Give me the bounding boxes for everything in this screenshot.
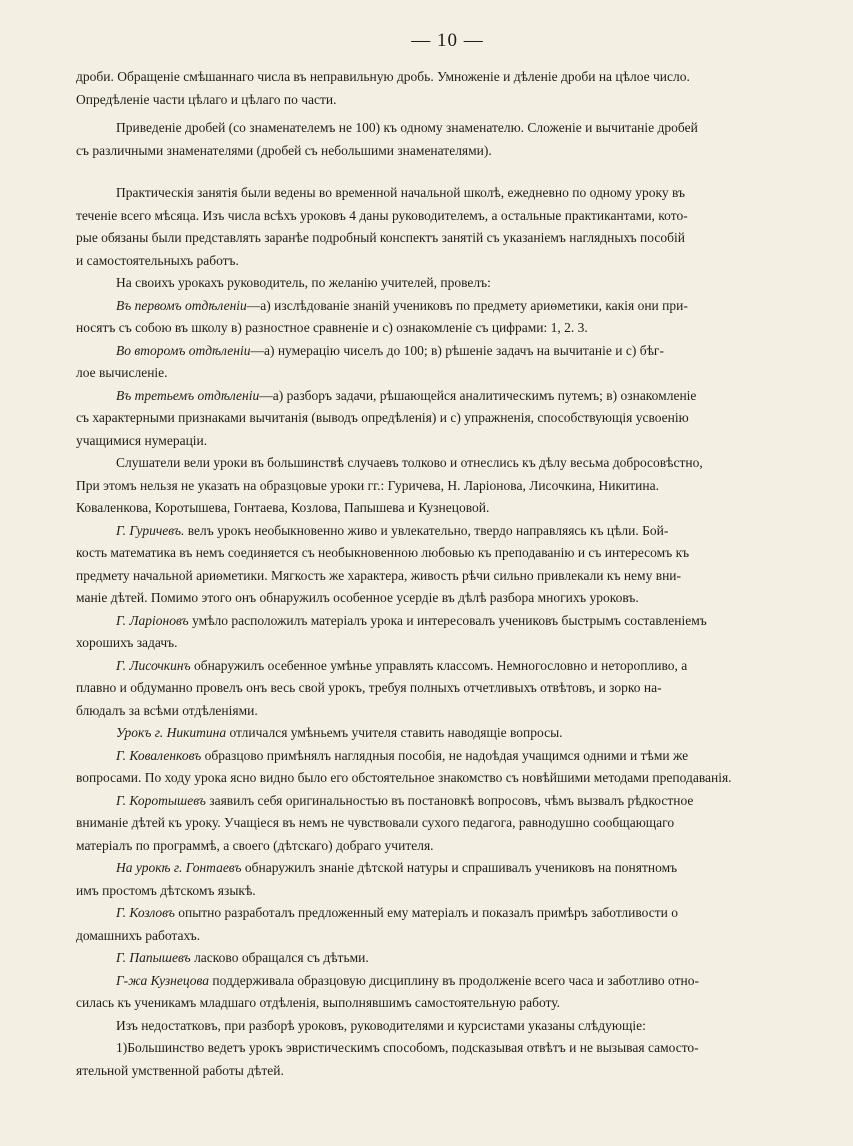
line-text: обнаружилъ осебенное умѣнье управлять классомъ. Немногословно и неторопливо, а xyxy=(190,657,688,673)
italic-lead: На урокѣ г. Гонтаевъ xyxy=(116,860,242,875)
text-line xyxy=(76,970,819,993)
text-line xyxy=(76,272,819,295)
line-text: Коваленкова, Коротышева, Гонтаева, Козлова, Папышева и Кузнецовой. xyxy=(76,500,490,515)
line-text: рые обязаны были представлять заранѣе подробный конспектъ занятій съ указаніемъ наглядныхъ пособій xyxy=(76,230,685,245)
line-text: ятельной умственной работы дѣтей. xyxy=(76,1062,284,1078)
text-line xyxy=(76,295,819,318)
text-line xyxy=(76,182,819,205)
text-line xyxy=(76,1037,819,1060)
line-text: съ различными знаменателями (дробей съ небольшими знаменателями). xyxy=(76,142,492,158)
text-line xyxy=(76,1015,819,1038)
text-line xyxy=(76,140,819,163)
line-text: Практическія занятія были ведены во временной начальной школѣ, ежедневно по одному уроку въ xyxy=(116,185,685,200)
italic-lead: Г. Коротышевъ xyxy=(116,792,206,808)
italic-lead: Г. Гуричевъ. xyxy=(116,522,185,538)
line-text: Изъ недостатковъ, при разборѣ уроковъ, руководителями и курсистами указаны слѣдующіе: xyxy=(116,1017,646,1033)
line-text: умѣло расположилъ матеріалъ урока и интересовалъ учениковъ быстрымъ составленіемъ xyxy=(188,612,707,628)
line-text: имъ простомъ дѣтскомъ языкѣ. xyxy=(76,882,256,898)
text-line xyxy=(76,857,819,880)
text-line xyxy=(76,89,819,112)
line-text: При этомъ нельзя не указать на образцовые уроки гг.: Гуричева, Н. Ларіонова, Лисочкина, Никитина. xyxy=(76,477,659,493)
line-text: велъ урокъ необыкновенно живо и увлекательно, твердо направляясь къ цѣли. Бой- xyxy=(184,522,669,538)
text-line xyxy=(76,205,819,228)
italic-lead: Г. Козловъ xyxy=(116,905,175,920)
text-line xyxy=(76,587,819,610)
line-text: домашнихъ работахъ. xyxy=(76,927,201,943)
text-line xyxy=(76,745,819,768)
italic-lead: Во второмъ отдѣленіи xyxy=(116,342,251,358)
text-line xyxy=(76,520,819,543)
line-text: Опредѣленіе части цѣлаго и цѣлаго по части. xyxy=(76,91,337,107)
line-text: дроби. Обращеніе смѣшаннаго числа въ неправильную дробь. Умноженіе и дѣленіе дроби на цѣлое число. xyxy=(76,69,690,84)
line-text: маніе дѣтей. Помимо этого онъ обнаружилъ особенное усердіе въ дѣлѣ разбора многихъ уроковъ. xyxy=(76,590,639,605)
line-text: 1)Большинство ведетъ урокъ эвристическимъ способомъ, подсказывая отвѣтъ и не вызывая самосто- xyxy=(116,1040,699,1055)
text-line xyxy=(76,250,819,273)
line-text: плавно и обдуманно провелъ онъ весь свой урокъ, требуя полныхъ отчетливыхъ отвѣтовъ, и зорко на- xyxy=(76,680,662,695)
text-line xyxy=(76,700,819,723)
line-text: опытно разработалъ предложенный ему матеріалъ и показалъ примѣръ заботливости о xyxy=(174,905,679,920)
text-line xyxy=(76,722,819,745)
text-line xyxy=(76,947,819,970)
text-line xyxy=(76,430,819,453)
line-text: поддерживала образцовую дисциплину въ продолженіе всего часа и заботливо отно- xyxy=(209,972,699,988)
text-line xyxy=(76,385,819,408)
text-line xyxy=(76,452,819,475)
text-line xyxy=(76,66,819,89)
line-text: На своихъ урокахъ руководитель, по желанію учителей, провелъ: xyxy=(116,275,491,290)
line-text: —а) разборъ задачи, рѣшающейся аналитическимъ путемъ; в) ознакомленіе xyxy=(259,387,697,403)
text-line xyxy=(76,610,819,633)
italic-lead: Г. Папышевъ xyxy=(116,950,191,965)
text-line xyxy=(76,542,819,565)
text-line xyxy=(76,117,819,140)
text-line xyxy=(76,992,819,1015)
text-line xyxy=(76,790,819,813)
line-text: образцово примѣнялъ наглядныя пособія, не надоѣдая учащимся одними и тѣми же xyxy=(201,747,689,763)
document-body xyxy=(76,66,819,1082)
line-text: теченіе всего мѣсяца. Изъ числа всѣхъ уроковъ 4 даны руководителемъ, а остальные практикантами, кото- xyxy=(76,207,688,223)
text-line xyxy=(76,902,819,925)
line-text: —а) нумерацію чиселъ до 100; в) рѣшеніе задачъ на вычитаніе и с) бѣг- xyxy=(250,342,664,358)
line-text: съ характерными признаками вычитанія (выводъ опредѣленія) и с) упражненія, способствующія усвоенію xyxy=(76,410,689,425)
text-line xyxy=(76,632,819,655)
italic-lead: Г-жа Кузнецова xyxy=(116,972,210,988)
text-line xyxy=(76,655,819,678)
text-line xyxy=(76,880,819,903)
text-line xyxy=(76,925,819,948)
text-line xyxy=(76,317,819,340)
text-line xyxy=(76,340,819,363)
line-text: учащимися нумераціи. xyxy=(76,432,208,448)
text-line xyxy=(76,1060,819,1083)
line-text: блюдалъ за всѣми отдѣленіями. xyxy=(76,702,258,718)
line-text: Приведеніе дробей (со знаменателемъ не 100) къ одному знаменателю. Сложеніе и вычитаніе дробей xyxy=(116,120,698,135)
line-text: отличался умѣньемъ учителя ставить наводящіе вопросы. xyxy=(226,725,563,740)
line-text: —а) изслѣдованіе знаній учениковъ по предмету ариѳметики, какія они при- xyxy=(246,297,688,313)
text-line xyxy=(76,835,819,858)
text-line xyxy=(76,767,819,790)
text-line xyxy=(76,812,819,835)
line-text: носятъ съ собою въ школу в) разностное сравненіе и с) ознакомленіе съ цифрами: 1, 2. 3. xyxy=(76,320,588,335)
italic-lead: Въ первомъ отдѣленіи xyxy=(116,297,247,313)
text-line xyxy=(76,565,819,588)
line-text: силась къ ученикамъ младшаго отдѣленія, выполнявшимъ самостоятельную работу. xyxy=(76,995,561,1010)
text-line xyxy=(76,362,819,385)
line-text: вниманіе дѣтей къ уроку. Учащіеся въ немъ не чувствовали сухого педагога, равнодушно сообщающаго xyxy=(76,815,675,830)
text-line xyxy=(76,227,819,250)
italic-lead: Урокъ г. Никитина xyxy=(116,725,227,740)
text-line xyxy=(76,497,819,520)
text-line xyxy=(76,475,819,498)
italic-lead: Въ третьемъ отдѣленіи xyxy=(116,387,260,403)
italic-lead: Г. Ларіоновъ xyxy=(116,612,189,628)
line-text: и самостоятельныхъ работъ. xyxy=(76,252,239,268)
line-text: матеріалъ по программѣ, а своего (дѣтскаго) добраго учителя. xyxy=(76,837,434,853)
line-text: кость математика въ немъ соединяется съ необыкновенною любовью къ преподаванію и съ интересомъ къ xyxy=(76,545,690,560)
line-text: заявилъ себя оригинальностью въ постановкѣ вопросовъ, чѣмъ вызвалъ рѣдкостное xyxy=(205,792,694,808)
line-text: Слушатели вели уроки въ большинствѣ случаевъ толково и отнеслись къ дѣлу весьма добросовѣстно, xyxy=(116,455,703,470)
page-number: — 10 — xyxy=(411,30,484,51)
text-line xyxy=(76,677,819,700)
text-line xyxy=(76,407,819,430)
line-text: обнаружилъ знаніе дѣтской натуры и спрашивалъ учениковъ на понятномъ xyxy=(241,860,678,875)
line-text: вопросами. По ходу урока ясно видно было его обстоятельное знакомство съ новѣйшими методами преподаванія. xyxy=(76,770,732,785)
italic-lead: Г. Коваленковъ xyxy=(116,747,202,763)
line-text: ласково обращался съ дѣтьми. xyxy=(190,950,369,965)
line-text: хорошихъ задачъ. xyxy=(76,635,178,650)
italic-lead: Г. Лисочкинъ xyxy=(116,657,191,673)
line-text: лое вычисленіе. xyxy=(76,365,168,380)
line-text: предмету начальной ариѳметики. Мягкость же характера, живость рѣчи сильно привлекали къ нему вни- xyxy=(76,567,682,583)
paragraph-gap xyxy=(76,162,819,182)
